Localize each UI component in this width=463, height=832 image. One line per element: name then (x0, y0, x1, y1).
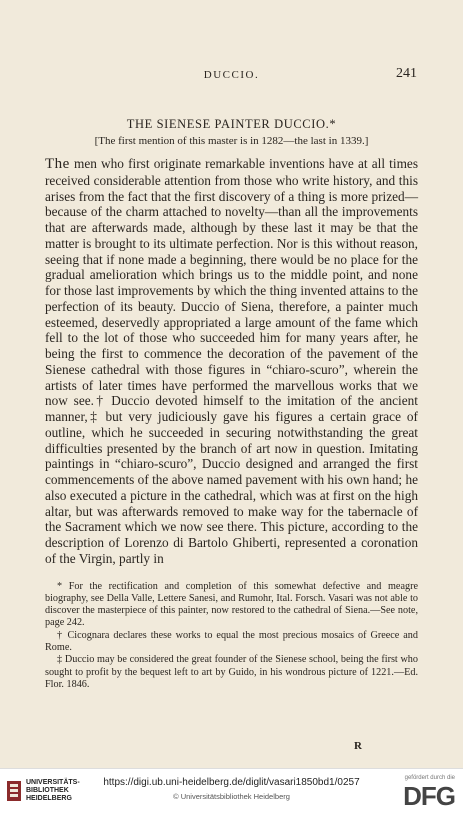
footnotes (45, 581, 418, 692)
copyright-notice: © Universitätsbibliothek Heidelberg (173, 792, 290, 801)
page-content (45, 117, 418, 691)
viewer-footer (0, 768, 463, 832)
dfg-badge[interactable] (385, 775, 455, 821)
signature-mark: R (354, 740, 362, 752)
lead-word: The (45, 156, 70, 172)
running-head-title: DUCCIO. (203, 69, 260, 81)
library-logo-text: UNIVERSITÄTS- BIBLIOTHEK HEIDELBERG (26, 779, 80, 802)
footnote: † Cicognara declares these works to equal the most precious mosaics of Greece and Rome. (45, 629, 418, 653)
footnote: * For the rectification and completion of this somewhat defective and meagre biography, see Della Valle, Lettere Sanesi, and Rumohr, Ital. Forsch. Vasari was not able to discover the masterpiece of this painter, now restored to the cathedral of Siena.—See note, page 242. (45, 580, 418, 629)
dfg-caption: gefördert durch die (404, 775, 455, 781)
dfg-logo: DFG (403, 781, 455, 811)
permalink-url[interactable]: https://digi.ub.uni-heidelberg.de/diglit/vasari1850bd1/0257 (103, 777, 360, 788)
footnote: ‡ Duccio may be considered the great founder of the Sienese school, being the first who sought to profit by the bequest left to art by Guido, in his wondrous picture of 1221.—Ed. Flor. 1846. (45, 654, 418, 690)
body-paragraph (45, 156, 418, 567)
page-number: 241 (396, 66, 417, 81)
chapter-subnote: [The first mention of this master is in 1282—the last in 1339.] (94, 135, 369, 147)
body-text: men who first originate remarkable inventions have at all times received considerable attention from those who write history, and this arises from the fact that the first discovery of a thing is more prized—because of the charm attached to novelty—than all the improvements that are afterwards made, although by these last it may be that the matter is brought to its ultimate perfection. Nor is this without reason, seeing that if none made a beginning, there would be no place for the gradual amelioration which brings us to the middle point, and none for those last improvements by which the thing invented attains to the perfection of its beauty. Duccio of Siena, therefore, a painter much esteemed, deservedly appropriated a large amount of the fame which fell to the lot of those who succeeded him for many years after, he being the first to commence the decoration of the pavement of the Sienese cathedral with those figures in “chiaro-scuro”, wherein the artists of later times have performed the marvellous works that we now see.† Duccio devoted himself to the imitation of the ancient manner,‡ but very judiciously gave his figures a certain grace of outline, which he succeeded in securing notwithstanding the great difficulties presented by the branch of art now in question. Imitating paintings in “chiaro-scuro”, Duccio designed and arranged the first commencements of the above named pavement with his own hand; he also executed a picture in the cathedral, which was at first on the high altar, but was afterwards removed to make way for the tabernacle of the Sacrament which we now see there. This picture, according to the description of Lorenzo di Bartolo Ghiberti, represented a coronation of the Virgin, partly in (45, 156, 418, 566)
running-head (0, 66, 463, 84)
chapter-title: THE SIENESE PAINTER DUCCIO.* (126, 117, 337, 131)
